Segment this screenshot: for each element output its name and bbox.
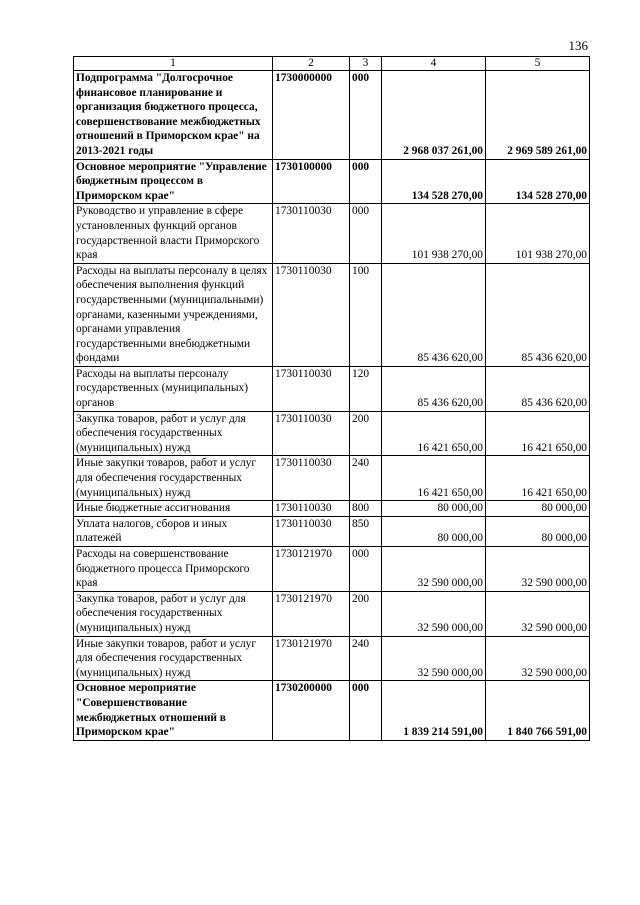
column-header-2: 2	[273, 57, 350, 71]
column-header-1: 1	[74, 57, 273, 71]
row-amount-2021-cell: 16 421 650,00	[486, 456, 590, 501]
column-header-4: 4	[382, 57, 486, 71]
row-name-cell: Руководство и управление в сфере установленных функций органов государственной власти Приморского края	[74, 204, 273, 263]
table-header-row	[74, 57, 590, 71]
row-name-cell: Основное мероприятие "Совершенствование межбюджетных отношений в Приморском крае"	[74, 681, 273, 740]
page-number: 136	[568, 38, 588, 53]
row-code-cell: 1730000000	[273, 71, 350, 160]
row-amount-2020-cell: 16 421 650,00	[382, 411, 486, 456]
table-row	[74, 366, 590, 411]
row-amount-2021-cell: 32 590 000,00	[486, 591, 590, 636]
row-name-cell: Иные бюджетные ассигнования	[74, 501, 273, 517]
table-row	[74, 159, 590, 204]
row-type-cell: 000	[350, 204, 382, 263]
table-row	[74, 547, 590, 592]
table-row	[74, 681, 590, 740]
table-row	[74, 71, 590, 160]
row-type-cell: 200	[350, 591, 382, 636]
table-row	[74, 263, 590, 366]
row-name-cell: Расходы на совершенствование бюджетного процесса Приморского края	[74, 547, 273, 592]
row-type-cell: 240	[350, 456, 382, 501]
row-amount-2020-cell: 32 590 000,00	[382, 636, 486, 681]
table-row	[74, 501, 590, 517]
row-code-cell: 1730121970	[273, 591, 350, 636]
table-row	[74, 456, 590, 501]
table-row	[74, 411, 590, 456]
row-code-cell: 1730200000	[273, 681, 350, 740]
row-amount-2021-cell: 32 590 000,00	[486, 547, 590, 592]
row-amount-2021-cell: 80 000,00	[486, 501, 590, 517]
row-amount-2021-cell: 2 969 589 261,00	[486, 71, 590, 160]
row-amount-2020-cell: 80 000,00	[382, 501, 486, 517]
row-amount-2020-cell: 16 421 650,00	[382, 456, 486, 501]
row-type-cell: 000	[350, 547, 382, 592]
row-type-cell: 100	[350, 263, 382, 366]
row-amount-2020-cell: 85 436 620,00	[382, 366, 486, 411]
row-type-cell: 000	[350, 681, 382, 740]
row-name-cell: Закупка товаров, работ и услуг для обеспечения государственных (муниципальных) нужд	[74, 591, 273, 636]
row-amount-2021-cell: 1 840 766 591,00	[486, 681, 590, 740]
row-type-cell: 120	[350, 366, 382, 411]
column-header-5: 5	[486, 57, 590, 71]
row-type-cell: 000	[350, 159, 382, 204]
row-amount-2020-cell: 32 590 000,00	[382, 591, 486, 636]
row-code-cell: 1730100000	[273, 159, 350, 204]
row-amount-2021-cell: 101 938 270,00	[486, 204, 590, 263]
row-code-cell: 1730110030	[273, 411, 350, 456]
row-name-cell: Расходы на выплаты персоналу в целях обеспечения выполнения функций государственными (муниципальными) органами, казенными учреждениями, органами управления государственными внебюджетными фондами	[74, 263, 273, 366]
row-amount-2021-cell: 16 421 650,00	[486, 411, 590, 456]
row-amount-2021-cell: 85 436 620,00	[486, 263, 590, 366]
row-code-cell: 1730110030	[273, 263, 350, 366]
row-name-cell: Основное мероприятие "Управление бюджетным процессом в Приморском крае"	[74, 159, 273, 204]
row-amount-2021-cell: 85 436 620,00	[486, 366, 590, 411]
row-amount-2020-cell: 85 436 620,00	[382, 263, 486, 366]
row-code-cell: 1730110030	[273, 204, 350, 263]
row-code-cell: 1730110030	[273, 456, 350, 501]
row-code-cell: 1730110030	[273, 501, 350, 517]
row-amount-2021-cell: 80 000,00	[486, 516, 590, 546]
row-code-cell: 1730110030	[273, 516, 350, 546]
row-amount-2020-cell: 80 000,00	[382, 516, 486, 546]
row-amount-2020-cell: 1 839 214 591,00	[382, 681, 486, 740]
budget-table	[73, 56, 590, 741]
row-amount-2021-cell: 134 528 270,00	[486, 159, 590, 204]
row-code-cell: 1730121970	[273, 547, 350, 592]
table-body	[74, 71, 590, 741]
row-amount-2021-cell: 32 590 000,00	[486, 636, 590, 681]
row-name-cell: Иные закупки товаров, работ и услуг для обеспечения государственных (муниципальных) нужд	[74, 636, 273, 681]
row-type-cell: 850	[350, 516, 382, 546]
row-name-cell: Расходы на выплаты персоналу государственных (муниципальных) органов	[74, 366, 273, 411]
row-amount-2020-cell: 32 590 000,00	[382, 547, 486, 592]
row-code-cell: 1730121970	[273, 636, 350, 681]
row-type-cell: 200	[350, 411, 382, 456]
table-row	[74, 204, 590, 263]
row-code-cell: 1730110030	[273, 366, 350, 411]
row-name-cell: Иные закупки товаров, работ и услуг для обеспечения государственных (муниципальных) нужд	[74, 456, 273, 501]
column-header-3: 3	[350, 57, 382, 71]
table-row	[74, 591, 590, 636]
row-type-cell: 240	[350, 636, 382, 681]
row-amount-2020-cell: 101 938 270,00	[382, 204, 486, 263]
row-name-cell: Уплата налогов, сборов и иных платежей	[74, 516, 273, 546]
row-amount-2020-cell: 2 968 037 261,00	[382, 71, 486, 160]
row-type-cell: 000	[350, 71, 382, 160]
row-name-cell: Подпрограмма "Долгосрочное финансовое планирование и организация бюджетного процесса, совершенствование межбюджетных отношений в Приморском крае" на 2013-2021 годы	[74, 71, 273, 160]
table-row	[74, 516, 590, 546]
row-name-cell: Закупка товаров, работ и услуг для обеспечения государственных (муниципальных) нужд	[74, 411, 273, 456]
row-type-cell: 800	[350, 501, 382, 517]
row-amount-2020-cell: 134 528 270,00	[382, 159, 486, 204]
table-row	[74, 636, 590, 681]
